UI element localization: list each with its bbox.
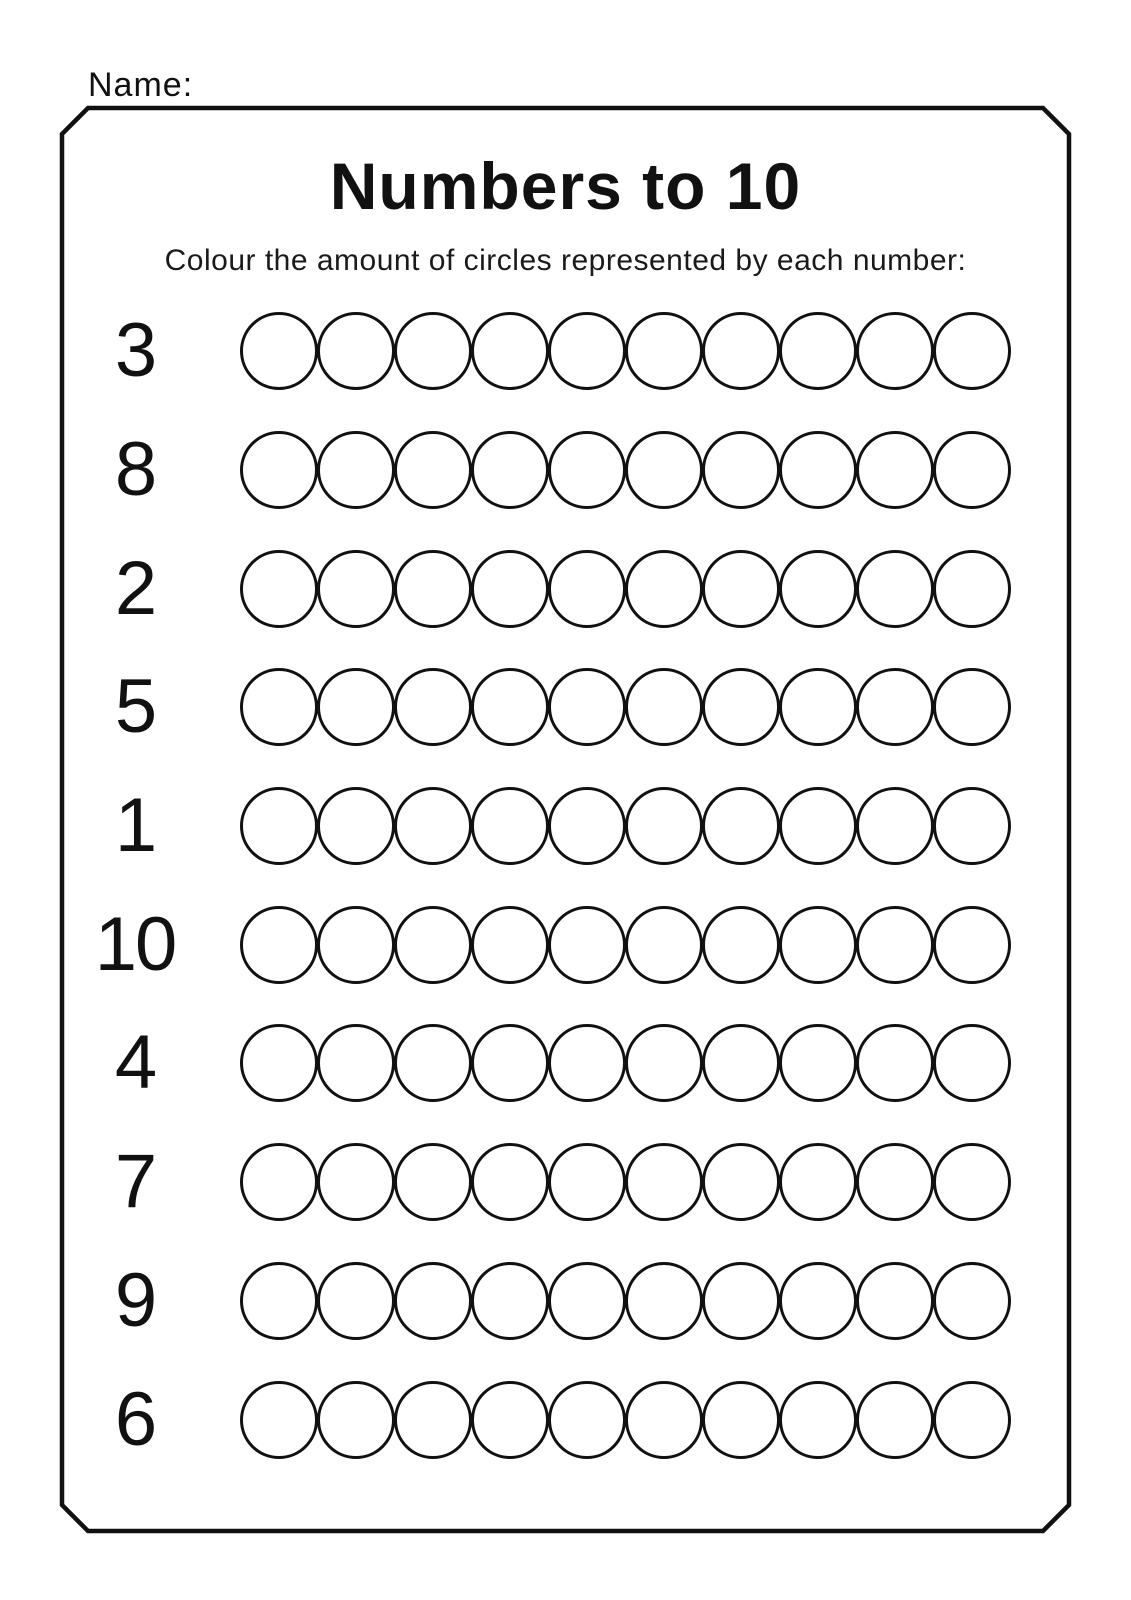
- colour-circle[interactable]: [548, 906, 626, 984]
- row-number-label: 8: [114, 427, 156, 513]
- row-circles: [240, 1262, 1010, 1340]
- colour-circle[interactable]: [548, 312, 626, 390]
- colour-circle[interactable]: [779, 668, 857, 746]
- colour-circle[interactable]: [240, 787, 318, 865]
- number-row: [62, 1242, 1069, 1361]
- colour-circle[interactable]: [625, 431, 703, 509]
- colour-circle[interactable]: [856, 312, 934, 390]
- colour-circle[interactable]: [317, 787, 395, 865]
- rows-container: [62, 292, 1069, 1479]
- colour-circle[interactable]: [779, 787, 857, 865]
- colour-circle[interactable]: [779, 431, 857, 509]
- colour-circle[interactable]: [779, 1262, 857, 1340]
- row-circles: [240, 312, 1010, 390]
- colour-circle[interactable]: [471, 1262, 549, 1340]
- colour-circle[interactable]: [779, 1143, 857, 1221]
- colour-circle[interactable]: [625, 787, 703, 865]
- row-circles: [240, 1381, 1010, 1459]
- colour-circle[interactable]: [702, 550, 780, 628]
- name-label: Name:: [88, 66, 194, 104]
- row-number-label: 7: [114, 1139, 156, 1225]
- colour-circle[interactable]: [240, 550, 318, 628]
- colour-circle[interactable]: [933, 1381, 1011, 1459]
- colour-circle[interactable]: [240, 1381, 318, 1459]
- row-number-label: 2: [114, 545, 156, 631]
- colour-circle[interactable]: [779, 550, 857, 628]
- number-row: [62, 529, 1069, 648]
- colour-circle[interactable]: [394, 1143, 472, 1221]
- colour-circle[interactable]: [856, 906, 934, 984]
- row-circles: [240, 787, 1010, 865]
- number-row: [62, 411, 1069, 530]
- colour-circle[interactable]: [471, 1024, 549, 1102]
- colour-circle[interactable]: [240, 431, 318, 509]
- colour-circle[interactable]: [625, 550, 703, 628]
- colour-circle[interactable]: [702, 787, 780, 865]
- colour-circle[interactable]: [394, 550, 472, 628]
- colour-circle[interactable]: [933, 787, 1011, 865]
- colour-circle[interactable]: [779, 906, 857, 984]
- colour-circle[interactable]: [856, 1381, 934, 1459]
- colour-circle[interactable]: [394, 668, 472, 746]
- colour-circle[interactable]: [933, 668, 1011, 746]
- colour-circle[interactable]: [471, 312, 549, 390]
- colour-circle[interactable]: [856, 431, 934, 509]
- colour-circle[interactable]: [548, 1143, 626, 1221]
- colour-circle[interactable]: [317, 431, 395, 509]
- colour-circle[interactable]: [548, 1024, 626, 1102]
- colour-circle[interactable]: [394, 431, 472, 509]
- colour-circle[interactable]: [625, 1024, 703, 1102]
- colour-circle[interactable]: [702, 431, 780, 509]
- colour-circle[interactable]: [702, 1381, 780, 1459]
- colour-circle[interactable]: [548, 668, 626, 746]
- colour-circle[interactable]: [933, 1024, 1011, 1102]
- colour-circle[interactable]: [779, 1024, 857, 1102]
- colour-circle[interactable]: [702, 1024, 780, 1102]
- colour-circle[interactable]: [394, 1381, 472, 1459]
- colour-circle[interactable]: [471, 431, 549, 509]
- worksheet-instruction: Colour the amount of circles represented by each number:: [164, 244, 967, 277]
- colour-circle[interactable]: [702, 668, 780, 746]
- colour-circle[interactable]: [856, 1024, 934, 1102]
- colour-circle[interactable]: [394, 906, 472, 984]
- colour-circle[interactable]: [702, 312, 780, 390]
- colour-circle[interactable]: [471, 1143, 549, 1221]
- colour-circle[interactable]: [471, 1381, 549, 1459]
- row-number-label: 5: [114, 664, 156, 750]
- colour-circle[interactable]: [548, 787, 626, 865]
- colour-circle[interactable]: [548, 431, 626, 509]
- colour-circle[interactable]: [933, 431, 1011, 509]
- colour-circle[interactable]: [317, 668, 395, 746]
- colour-circle[interactable]: [702, 906, 780, 984]
- colour-circle[interactable]: [471, 550, 549, 628]
- row-circles: [240, 906, 1010, 984]
- row-circles: [240, 1143, 1010, 1221]
- colour-circle[interactable]: [317, 1143, 395, 1221]
- colour-circle[interactable]: [856, 668, 934, 746]
- colour-circle[interactable]: [933, 1143, 1011, 1221]
- colour-circle[interactable]: [317, 1024, 395, 1102]
- colour-circle[interactable]: [317, 1381, 395, 1459]
- colour-circle[interactable]: [625, 906, 703, 984]
- colour-circle[interactable]: [933, 312, 1011, 390]
- worksheet-content: [62, 108, 1069, 1531]
- colour-circle[interactable]: [240, 906, 318, 984]
- colour-circle[interactable]: [240, 1143, 318, 1221]
- row-number-label: 9: [114, 1257, 156, 1343]
- row-number-label: 4: [114, 1020, 156, 1106]
- colour-circle[interactable]: [702, 1143, 780, 1221]
- colour-circle[interactable]: [625, 1143, 703, 1221]
- colour-circle[interactable]: [548, 550, 626, 628]
- colour-circle[interactable]: [548, 1262, 626, 1340]
- colour-circle[interactable]: [317, 906, 395, 984]
- colour-circle[interactable]: [933, 550, 1011, 628]
- colour-circle[interactable]: [471, 906, 549, 984]
- worksheet-title: Numbers to 10: [329, 149, 802, 223]
- colour-circle[interactable]: [779, 312, 857, 390]
- row-number-label: 1: [114, 783, 156, 869]
- colour-circle[interactable]: [625, 1381, 703, 1459]
- row-number-label: 6: [114, 1376, 156, 1462]
- colour-circle[interactable]: [779, 1381, 857, 1459]
- colour-circle[interactable]: [394, 312, 472, 390]
- colour-circle[interactable]: [317, 550, 395, 628]
- number-row: [62, 1360, 1069, 1479]
- row-circles: [240, 1024, 1010, 1102]
- colour-circle[interactable]: [625, 312, 703, 390]
- row-circles: [240, 668, 1010, 746]
- number-row: [62, 648, 1069, 767]
- colour-circle[interactable]: [933, 1262, 1011, 1340]
- number-row: [62, 292, 1069, 411]
- colour-circle[interactable]: [471, 668, 549, 746]
- number-row: [62, 885, 1069, 1004]
- colour-circle[interactable]: [548, 1381, 626, 1459]
- colour-circle[interactable]: [933, 906, 1011, 984]
- row-circles: [240, 431, 1010, 509]
- colour-circle[interactable]: [394, 1024, 472, 1102]
- colour-circle[interactable]: [856, 787, 934, 865]
- colour-circle[interactable]: [471, 787, 549, 865]
- colour-circle[interactable]: [702, 1262, 780, 1340]
- colour-circle[interactable]: [856, 550, 934, 628]
- colour-circle[interactable]: [625, 668, 703, 746]
- colour-circle[interactable]: [856, 1262, 934, 1340]
- row-number-label: 10: [94, 901, 176, 987]
- number-row: [62, 1004, 1069, 1123]
- colour-circle[interactable]: [240, 312, 318, 390]
- colour-circle[interactable]: [240, 1262, 318, 1340]
- colour-circle[interactable]: [625, 1262, 703, 1340]
- colour-circle[interactable]: [240, 1024, 318, 1102]
- colour-circle[interactable]: [394, 1262, 472, 1340]
- number-row: [62, 1123, 1069, 1242]
- colour-circle[interactable]: [317, 312, 395, 390]
- colour-circle[interactable]: [856, 1143, 934, 1221]
- colour-circle[interactable]: [394, 787, 472, 865]
- colour-circle[interactable]: [317, 1262, 395, 1340]
- colour-circle[interactable]: [240, 668, 318, 746]
- number-row: [62, 767, 1069, 886]
- row-number-label: 3: [114, 308, 156, 394]
- row-circles: [240, 550, 1010, 628]
